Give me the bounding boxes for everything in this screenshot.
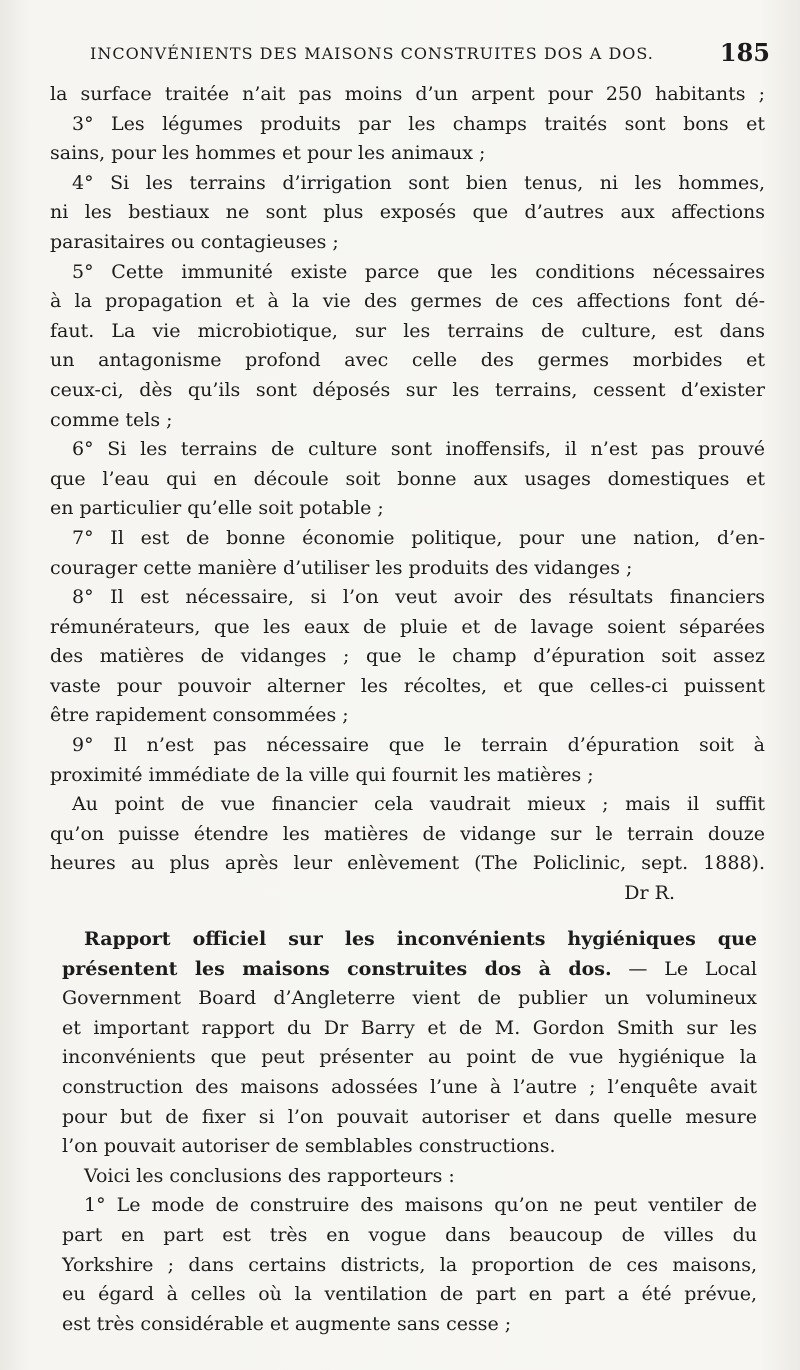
text-line: Voici les conclusions des rapporteurs : [84,1164,455,1187]
text-line: un antagonisme profond avec celle des germes morbides et [50,349,765,372]
text-line: que l’eau qui en découle soit bonne aux usages domestiques et [50,467,765,490]
text-line: courager cette manière d’utiliser les produits des vidanges ; [50,556,633,579]
text-line: ceux-ci, dès qu’ils sont déposés sur les terrains, cessent d’exister [50,378,765,401]
section-title-part: présentent les maisons construites dos à dos. [62,957,612,980]
page-number: 185 [719,38,770,67]
text-line: en particulier qu’elle soit potable ; [50,497,384,520]
text-line: l’on pouvait autoriser de semblables constructions. [62,1135,556,1158]
text-line: heures au plus après leur enlèvement (The Policlinic, sept. 1888). [50,852,765,875]
text-line: part en part est très en vogue dans beaucoup de villes du [62,1223,757,1246]
text-line: rémunérateurs, que les eaux de pluie et de lavage soient séparées [50,615,765,638]
text-line: construction des maisons adossées l’une à l’autre ; l’enquête avait [62,1075,757,1098]
text-line: parasitaires ou contagieuses ; [50,230,339,253]
text-line: faut. La vie microbiotique, sur les terrains de culture, est dans [50,319,765,342]
text-line: comme tels ; [50,408,173,431]
section-title-tail: — Le Local [611,957,757,980]
text-line: eu égard à celles où la ventilation de part en part a été prévue, [62,1283,757,1306]
text-line: proximité immédiate de la ville qui fournit les matières ; [50,763,594,786]
text-line: Au point de vue financier cela vaudrait mieux ; mais il suffit [72,793,765,816]
text-line: la surface traitée n’ait pas moins d’un arpent pour 250 habitants ; [50,83,765,105]
text-line: 9° Il n’est pas nécessaire que le terrain d’épuration soit à [72,734,765,757]
report-section [62,925,757,1339]
text-line: vaste pour pouvoir alterner les récoltes, et que celles-ci puissent [50,674,765,697]
text-line: ni les bestiaux ne sont plus exposés que d’autres aux affections [50,201,765,224]
text-line: 8° Il est nécessaire, si l’on veut avoir des résultats financiers [72,586,765,609]
text-line: et important rapport du Dr Barry et de M. Gordon Smith sur les [62,1016,757,1039]
section-title-line [62,955,757,985]
signature: Dr R. [624,882,675,905]
text-line: 4° Si les terrains d’irrigation sont bien tenus, ni les hommes, [72,171,765,194]
body-text [50,80,765,909]
text-line: être rapidement consommées ; [50,704,349,727]
text-line: sains, pour les hommes et pour les animaux ; [50,142,486,165]
text-line: qu’on puisse étendre les matières de vidange sur le terrain douze [50,822,765,845]
text-line: pour but de fixer si l’on pouvait autoriser et dans quelle mesure [62,1105,757,1128]
text-line: 7° Il est de bonne économie politique, pour une nation, d’en- [72,526,765,549]
running-title: INCONVÉNIENTS DES MAISONS CONSTRUITES DOS A DOS. [90,44,654,63]
text-line: est très considérable et augmente sans cesse ; [62,1312,512,1335]
text-line: Government Board d’Angleterre vient de publier un volumineux [62,987,757,1010]
text-line: 1° Le mode de construire des maisons qu’on ne peut ventiler de [84,1194,757,1217]
section-title-line [62,925,757,955]
text-line: 5° Cette immunité existe parce que les conditions nécessaires [72,260,765,283]
text-line: des matières de vidanges ; que le champ d’épuration soit assez [50,645,765,668]
text-line: inconvénients que peut présenter au point de vue hygiénique la [62,1046,757,1069]
text-line: à la propagation et à la vie des germes de ces affections font dé- [50,290,765,313]
running-header [90,38,770,70]
text-line: 6° Si les terrains de culture sont inoffensifs, il n’est pas prouvé [72,438,765,461]
section-title-part: Rapport officiel sur les inconvénients hygiéniques que [84,928,757,950]
text-line: Yorkshire ; dans certains districts, la proportion de ces maisons, [62,1253,757,1276]
text-line: 3° Les légumes produits par les champs traités sont bons et [72,112,765,135]
